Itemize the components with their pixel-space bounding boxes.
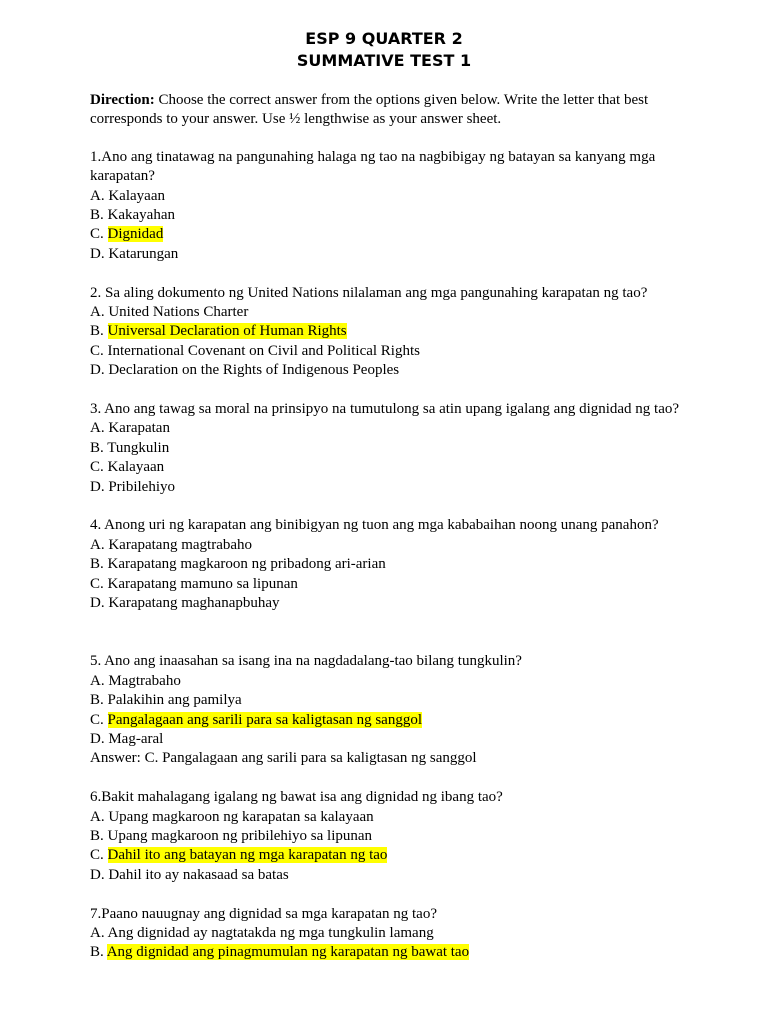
document-body xyxy=(90,91,680,982)
question-text: 5. Ano ang inaasahan sa isang ina na nagdadalang-tao bilang tungkulin? xyxy=(90,653,522,670)
highlighted-answer: Universal Declaration of Human Rights xyxy=(107,323,347,340)
option-b: B. Kakayahan xyxy=(90,207,175,224)
question-4 xyxy=(90,516,680,613)
option-a: A. United Nations Charter xyxy=(90,304,249,321)
option-b: B. Upang magkaroon ng pribilehiyo sa lipunan xyxy=(90,827,373,844)
option-a: A. Upang magkaroon ng karapatan sa kalayaan xyxy=(90,808,374,825)
direction-label: Direction: xyxy=(90,92,155,108)
option-c: C. International Covenant on Civil and Political Rights xyxy=(90,342,420,359)
option-a: A. Karapatang magtrabaho xyxy=(90,536,253,553)
title-line-2: SUMMATIVE TEST 1 xyxy=(296,51,472,70)
option-d: D. Pribilehiyo xyxy=(90,478,176,495)
option-c: C. Pangalagaan ang sarili para sa kaligtasan ng sanggol xyxy=(90,711,422,728)
option-c: C. Karapatang mamuno sa lipunan xyxy=(90,575,298,592)
question-6 xyxy=(90,788,680,885)
highlighted-answer: Pangalagaan ang sarili para sa kaligtasan ng sanggol xyxy=(107,711,422,728)
question-text: 7.Paano nauugnay ang dignidad sa mga karapatan ng tao? xyxy=(90,905,437,922)
question-text: 1.Ano ang tinatawag na pangunahing halaga ng tao na nagbibigay ng batayan sa kanyang mga karapatan? xyxy=(90,148,656,185)
question-7 xyxy=(90,905,680,963)
option-d: D. Katarungan xyxy=(90,245,179,262)
title-block xyxy=(0,28,768,72)
option-d: D. Karapatang maghanapbuhay xyxy=(90,595,280,612)
question-text: 6.Bakit mahalagang igalang ng bawat isa ang dignidad ng ibang tao? xyxy=(90,789,503,806)
question-2 xyxy=(90,284,680,381)
option-d: D. Mag-aral xyxy=(90,730,164,747)
highlighted-answer: Ang dignidad ang pinagmumulan ng karapatan ng bawat tao xyxy=(106,944,470,961)
option-a: A. Magtrabaho xyxy=(90,672,181,689)
option-b: B. Tungkulin xyxy=(90,439,170,456)
option-b: B. Palakihin ang pamilya xyxy=(90,692,242,709)
title-line-1: ESP 9 QUARTER 2 xyxy=(305,29,463,48)
option-b: B. Ang dignidad ang pinagmumulan ng karapatan ng bawat tao xyxy=(90,944,470,961)
question-1 xyxy=(90,148,680,264)
direction-paragraph xyxy=(90,91,680,130)
option-a: A. Ang dignidad ay nagtatakda ng mga tungkulin lamang xyxy=(90,924,434,941)
question-5 xyxy=(90,652,680,768)
option-c: C. Dahil ito ang batayan ng mga karapatan ng tao xyxy=(90,847,388,864)
question-text: 3. Ano ang tawag sa moral na prinsipyo na tumutulong sa atin upang igalang ang dignidad ng tao? xyxy=(90,401,680,418)
highlighted-answer: Dignidad xyxy=(107,226,164,243)
option-b: B. Universal Declaration of Human Rights xyxy=(90,323,347,340)
option-c: C. Dignidad xyxy=(90,226,164,243)
direction-text: Choose the correct answer from the options given below. Write the letter that best corresponds to your answer. Use ½ lengthwise as your answer sheet. xyxy=(90,92,649,128)
option-d: D. Declaration on the Rights of Indigenous Peoples xyxy=(90,362,400,379)
option-a: A. Karapatan xyxy=(90,420,170,437)
option-d: D. Dahil ito ay nakasaad sa batas xyxy=(90,866,289,883)
option-b: B. Karapatang magkaroon ng pribadong ari-arian xyxy=(90,556,386,573)
option-a: A. Kalayaan xyxy=(90,187,165,204)
question-3 xyxy=(90,400,680,497)
question-text: 4. Anong uri ng karapatan ang binibigyan ng tuon ang mga kababaihan noong unang panahon? xyxy=(90,517,659,534)
highlighted-answer: Dahil ito ang batayan ng mga karapatan ng tao xyxy=(107,847,388,864)
question-text: 2. Sa aling dokumento ng United Nations nilalaman ang mga pangunahing karapatan ng tao? xyxy=(90,284,648,301)
answer-line: Answer: C. Pangalagaan ang sarili para sa kaligtasan ng sanggol xyxy=(90,750,477,767)
option-c: C. Kalayaan xyxy=(90,459,165,476)
